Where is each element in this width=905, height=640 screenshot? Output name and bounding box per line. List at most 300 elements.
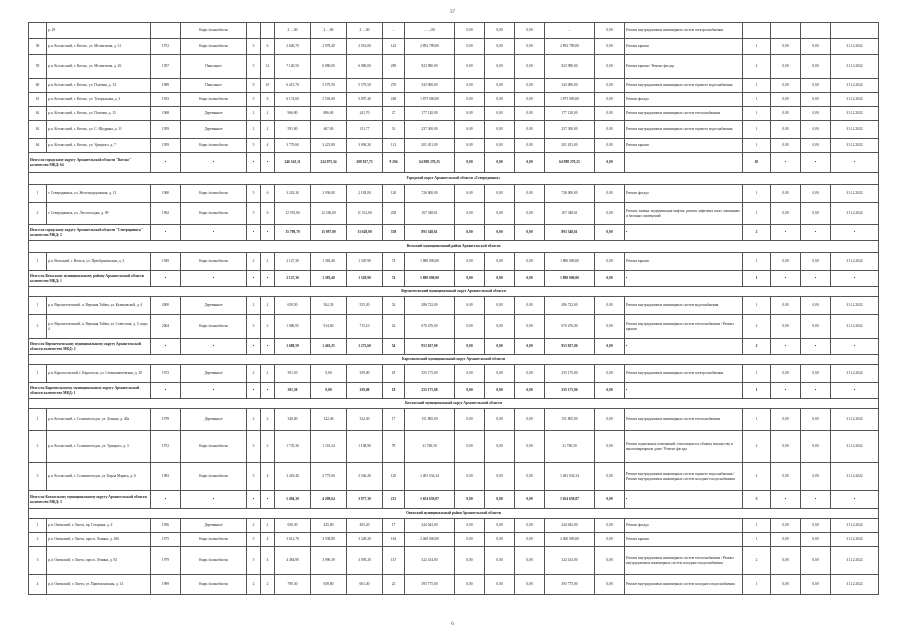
table-cell: 0,00 bbox=[801, 315, 831, 339]
table-cell: Панельное bbox=[181, 79, 247, 93]
table-cell: 1 bbox=[743, 203, 771, 225]
table-cell: 2 bbox=[247, 107, 261, 121]
table-cell: 1989 bbox=[151, 575, 181, 595]
table-cell: Кирп./шлакоблочн bbox=[181, 39, 247, 55]
table-cell: Кирп./шлакоблочн bbox=[181, 533, 247, 547]
table-cell: 0,00 bbox=[485, 491, 515, 509]
table-cell: 0,00 bbox=[595, 431, 625, 463]
table-cell: 322,30 bbox=[347, 409, 383, 431]
table-cell: 15 798,70 bbox=[275, 225, 311, 241]
section-header-row bbox=[29, 355, 879, 365]
table-cell: Итого по Верхнетоемскому муниципальному округу Архангельской области количество МКД: 2 bbox=[29, 339, 151, 355]
table-cell: • bbox=[261, 491, 275, 509]
table-cell: 0,00 bbox=[801, 203, 831, 225]
table-cell: 0,00 bbox=[595, 93, 625, 107]
table-cell: 1 110,24 bbox=[311, 431, 347, 463]
table-cell: Кирп./шлакоблочн bbox=[181, 93, 247, 107]
table-cell: р.п. Верхнетоемский, п. Верхняя Тойма, ул. Советская, д. 5, корп. 4 bbox=[47, 315, 151, 339]
table-cell: 4 bbox=[261, 533, 275, 547]
table-cell: 0,00 bbox=[455, 297, 485, 315]
table-cell: 2004 bbox=[151, 315, 181, 339]
table-cell: 0,00 bbox=[485, 93, 515, 107]
table-cell: 151 865,00 bbox=[405, 409, 455, 431]
table-cell: ... bbox=[383, 23, 405, 39]
table-cell: 0,00 bbox=[515, 297, 545, 315]
table-cell: 2 bbox=[261, 297, 275, 315]
table-cell: Итого по Вельскому муниципальному району Архангельской области количество МКД: 1 bbox=[29, 271, 151, 287]
table-cell: 6 080,00 bbox=[311, 55, 347, 79]
table-cell: 0,00 bbox=[515, 253, 545, 271]
table-cell: р.п. Онежский, г. Онега, ул. Привокзальная, д. 14 bbox=[47, 575, 151, 595]
table-cell: 0,00 bbox=[485, 339, 515, 355]
table-cell: 58 bbox=[29, 39, 47, 55]
table-row bbox=[29, 519, 879, 533]
table-cell: 255 175,00 bbox=[405, 383, 455, 399]
table-cell: • bbox=[247, 271, 261, 287]
table-cell: 393 775,00 bbox=[405, 575, 455, 595]
table-cell: 1 bbox=[743, 107, 771, 121]
table-cell: 322,40 bbox=[311, 409, 347, 431]
table-cell: 0,00 bbox=[485, 315, 515, 339]
total-row bbox=[29, 153, 879, 173]
table-cell: 1 272,60 bbox=[347, 339, 383, 355]
table-cell: 5 bbox=[247, 93, 261, 107]
table-cell: 0,00 bbox=[515, 547, 545, 575]
table-cell: 1 bbox=[743, 79, 771, 93]
table-cell: 0,00 bbox=[515, 409, 545, 431]
table-cell: 147 bbox=[383, 547, 405, 575]
table-cell: Ремонт внутридомовых инженерных систем горячего водоснабжения bbox=[625, 121, 743, 139]
table-cell: р.п. Каргопольский, г. Каргополь, ул. Семыгиничевская, д. 20 bbox=[47, 365, 151, 383]
table-cell: 0,00 bbox=[771, 365, 801, 383]
page-footer-mark: 6 bbox=[451, 622, 454, 627]
table-cell: 0,00 bbox=[515, 519, 545, 533]
table-cell: 1 086,95 bbox=[275, 315, 311, 339]
table-cell: • bbox=[151, 491, 181, 509]
table-cell: 1 bbox=[29, 185, 47, 203]
table-cell: 18 bbox=[383, 383, 405, 399]
table-cell: Панельное bbox=[181, 55, 247, 79]
table-cell: 6 bbox=[261, 93, 275, 107]
table-cell: 591,00 bbox=[275, 121, 311, 139]
table-row bbox=[29, 185, 879, 203]
table-cell: 0,00 bbox=[595, 139, 625, 153]
table-cell: 5 579,50 bbox=[311, 79, 347, 93]
table-cell: 15 097,00 bbox=[311, 225, 347, 241]
table-cell: 1 880 000,00 bbox=[545, 253, 595, 271]
table-cell: 31.12.2022 bbox=[831, 431, 879, 463]
table-cell: 270 bbox=[383, 79, 405, 93]
table-cell: 2 bbox=[247, 121, 261, 139]
table-cell: 54 bbox=[383, 339, 405, 355]
table-cell: • bbox=[247, 491, 261, 509]
table-cell: 208 817,73 bbox=[347, 153, 383, 173]
table-cell: 1 875 000,00 bbox=[545, 93, 595, 107]
table-cell: 0,00 bbox=[771, 139, 801, 153]
table-cell: ... bbox=[545, 23, 595, 39]
table-cell: 1972 bbox=[151, 431, 181, 463]
table-cell: 0,00 bbox=[771, 253, 801, 271]
table-cell: 1957 bbox=[151, 55, 181, 79]
table-cell bbox=[771, 23, 801, 39]
table-cell: 0,00 bbox=[455, 491, 485, 509]
table-cell: 0,00 bbox=[801, 139, 831, 153]
table-cell: 2 bbox=[261, 121, 275, 139]
table-cell: • bbox=[181, 271, 247, 287]
table-cell: 1 875 000,00 bbox=[405, 93, 455, 107]
table-cell: 0,00 bbox=[485, 185, 515, 203]
table-cell: 120 bbox=[383, 463, 405, 491]
table-cell: 215 bbox=[383, 491, 405, 509]
table-cell: 1 bbox=[743, 271, 771, 287]
table-cell: 0,00 bbox=[801, 547, 831, 575]
table-cell: 391,50 bbox=[275, 365, 311, 383]
table-cell: 0,00 bbox=[771, 93, 801, 107]
table-cell: 0,00 bbox=[515, 271, 545, 287]
table-row bbox=[29, 431, 879, 463]
table-cell: 0,00 bbox=[455, 93, 485, 107]
table-cell: 0,00 bbox=[485, 225, 515, 241]
table-cell: 0,00 bbox=[455, 463, 485, 491]
table-row bbox=[29, 39, 879, 55]
table-cell: 17 bbox=[383, 519, 405, 533]
table-cell: 1975 bbox=[151, 533, 181, 547]
table-cell: 1 bbox=[29, 409, 47, 431]
table-cell: Ремонт крыши bbox=[625, 533, 743, 547]
table-cell: 0,00 bbox=[455, 547, 485, 575]
table-cell: 0,00 bbox=[485, 533, 515, 547]
capital-repair-register-table bbox=[28, 22, 879, 595]
table-cell: 0,00 bbox=[455, 253, 485, 271]
table-cell: р.п. Котласский, г. Котлас, ул. Урицкого, д. 7 bbox=[47, 139, 151, 153]
table-cell: 64 998 270,25 bbox=[545, 153, 595, 173]
total-row bbox=[29, 491, 879, 509]
table-cell: 0,00 bbox=[515, 225, 545, 241]
table-cell: 923 980,00 bbox=[545, 55, 595, 79]
table-cell: 177 120,00 bbox=[545, 107, 595, 121]
table-cell: 1 bbox=[743, 365, 771, 383]
table-cell: Кирп./шлакоблочн bbox=[181, 203, 247, 225]
table-cell: 0,00 bbox=[595, 365, 625, 383]
table-cell: 5 097,40 bbox=[347, 93, 383, 107]
table-cell: 2 127,30 bbox=[275, 253, 311, 271]
table-row bbox=[29, 547, 879, 575]
table-cell: 0,00 bbox=[485, 431, 515, 463]
table-row bbox=[29, 121, 879, 139]
table-cell: • bbox=[771, 153, 801, 173]
table-cell: 244 043,00 bbox=[405, 519, 455, 533]
table-cell: • bbox=[801, 491, 831, 509]
table-cell: г. Северодвинск, ул. Железнодорожная, д. 13 bbox=[47, 185, 151, 203]
table-cell: 2 460 000,00 bbox=[545, 533, 595, 547]
table-cell bbox=[625, 153, 743, 173]
table-cell: 255 175,00 bbox=[545, 365, 595, 383]
table-cell: • bbox=[831, 225, 879, 241]
table-cell: 2 775,00 bbox=[311, 463, 347, 491]
table-cell: Кирп./шлакоблочн bbox=[181, 315, 247, 339]
table-cell: 5 579,50 bbox=[347, 79, 383, 93]
table-cell: 2 bbox=[743, 55, 771, 79]
table-cell: 6 080,00 bbox=[347, 55, 383, 79]
table-cell: 1962 bbox=[151, 203, 181, 225]
table-row bbox=[29, 23, 879, 39]
table-cell: 0,00 bbox=[801, 121, 831, 139]
table-cell: 31.12.2022 bbox=[831, 203, 879, 225]
table-cell: 893 348,61 bbox=[405, 225, 455, 241]
table-cell: 22 bbox=[383, 575, 405, 595]
table-cell: 1 bbox=[743, 93, 771, 107]
table-cell: ... ...,00 bbox=[405, 23, 455, 39]
table-cell: 7 140,50 bbox=[275, 55, 311, 79]
table-cell: • bbox=[261, 153, 275, 173]
table-cell: 0,00 bbox=[455, 121, 485, 139]
table-cell: 5 494,39 bbox=[275, 491, 311, 509]
table-cell: Ремонт крыши / Ремонт фасада bbox=[625, 55, 743, 79]
total-row bbox=[29, 271, 879, 287]
table-cell: 0,00 bbox=[595, 575, 625, 595]
table-cell: 0,00 bbox=[455, 431, 485, 463]
table-cell: 650,30 bbox=[275, 519, 311, 533]
table-cell: • bbox=[801, 153, 831, 173]
table-cell: • bbox=[151, 271, 181, 287]
table-cell: 0,00 bbox=[801, 365, 831, 383]
table-cell: 0,00 bbox=[455, 519, 485, 533]
table-cell: 31.12.2022 bbox=[831, 55, 879, 79]
table-cell: р.п. Онежский, г. Онега, просп. Ленина, д. 92 bbox=[47, 547, 151, 575]
table-cell: 5 503,60 bbox=[311, 93, 347, 107]
table-cell: Кирп./шлакоблочн bbox=[181, 575, 247, 595]
table-cell: 1959 bbox=[151, 121, 181, 139]
table-cell: Ремонт, замена, модернизация лифтов, ремонт лифтовых шахт, машинных и блочных помещений bbox=[625, 203, 743, 225]
table-cell: 2 bbox=[743, 225, 771, 241]
table-cell: 0,00 bbox=[771, 107, 801, 121]
table-cell: 2 bbox=[261, 431, 275, 463]
table-cell: 0,00 bbox=[485, 107, 515, 121]
table-cell: Ремонт крыши bbox=[625, 139, 743, 153]
table-cell: 4 484,80 bbox=[275, 547, 311, 575]
table-cell: 1968 bbox=[151, 107, 181, 121]
table-cell: 1 880 000,00 bbox=[545, 271, 595, 287]
table-cell: 4 bbox=[261, 547, 275, 575]
table-cell: 1 bbox=[743, 575, 771, 595]
table-cell: 2 bbox=[247, 253, 261, 271]
table-cell: 3 bbox=[247, 39, 261, 55]
table-cell: Деревянное bbox=[181, 519, 247, 533]
table-row bbox=[29, 365, 879, 383]
table-cell: 0,00 bbox=[515, 315, 545, 339]
table-cell: Кирп./шлакоблочн bbox=[181, 463, 247, 491]
table-cell: 60 bbox=[29, 79, 47, 93]
table-cell: 17 bbox=[383, 409, 405, 431]
table-cell: • bbox=[831, 153, 879, 173]
table-cell: 661,40 bbox=[347, 575, 383, 595]
table-cell: 1978 bbox=[151, 409, 181, 431]
table-cell: 5 bbox=[247, 533, 261, 547]
table-cell: 0,00 bbox=[515, 383, 545, 399]
table-cell: 31.12.2022 bbox=[831, 39, 879, 55]
table-cell: 0,00 bbox=[771, 203, 801, 225]
table-cell: Ремонт внутридомовых инженерных систем теплоснабжения / Ремонт внутридомовых инженерных систем холодного водоснабжения bbox=[625, 547, 743, 575]
table-cell: • bbox=[247, 225, 261, 241]
table-cell: р.п. Котласский, г. Котлас, ул. Полевая, д. 15 bbox=[47, 107, 151, 121]
table-cell: 1 654 659,87 bbox=[545, 491, 595, 509]
table-cell: Ремонт внутридомовых инженерных систем водоснабжения bbox=[625, 297, 743, 315]
table-cell: 2 bbox=[261, 519, 275, 533]
table-cell: 2 bbox=[29, 431, 47, 463]
section-header-row bbox=[29, 509, 879, 519]
table-cell: Кирп./шлакоблочн bbox=[181, 547, 247, 575]
table-cell: 340,00 bbox=[275, 409, 311, 431]
section-title: Вельский муниципальный район Архангельской области bbox=[29, 241, 879, 253]
table-cell: 59 bbox=[29, 55, 47, 79]
table-cell: 2000 bbox=[151, 297, 181, 315]
table-cell: • bbox=[181, 491, 247, 509]
table-cell: 0,00 bbox=[455, 409, 485, 431]
section-title: Котласский муниципальный округ Архангельской области bbox=[29, 399, 879, 409]
table-cell: р.п. Котласский, г. Сольвычегодск, ул. Ленина, д. 40а bbox=[47, 409, 151, 431]
table-cell bbox=[261, 23, 275, 39]
table-cell: 2 892 789,00 bbox=[405, 39, 455, 55]
table-cell: 3 095,20 bbox=[347, 547, 383, 575]
table-cell: 167 348,61 bbox=[405, 203, 455, 225]
table-cell: • bbox=[801, 271, 831, 287]
table-cell: 2 bbox=[261, 107, 275, 121]
section-header-row bbox=[29, 287, 879, 297]
table-cell: 1 735,30 bbox=[275, 431, 311, 463]
section-title: Онежский муниципальный район Архангельской области bbox=[29, 509, 879, 519]
table-cell: 289 bbox=[383, 55, 405, 79]
table-cell: 0,00 bbox=[485, 55, 515, 79]
table-cell: 0,00 bbox=[515, 533, 545, 547]
table-cell: 0,00 bbox=[515, 79, 545, 93]
table-cell: 0,00 bbox=[485, 409, 515, 431]
table-cell: 18 bbox=[383, 365, 405, 383]
table-cell: • bbox=[771, 225, 801, 241]
table-cell: • bbox=[771, 271, 801, 287]
table-cell: 0,00 bbox=[771, 121, 801, 139]
table-cell: 0,00 bbox=[515, 431, 545, 463]
table-cell: 248 bbox=[383, 93, 405, 107]
table-cell: 64 998 270,25 bbox=[405, 153, 455, 173]
table-cell: 5 bbox=[743, 491, 771, 509]
table-cell: 1 bbox=[743, 139, 771, 153]
table-cell: 322 414,00 bbox=[405, 547, 455, 575]
table-cell: • bbox=[831, 491, 879, 509]
table-cell: • bbox=[151, 383, 181, 399]
table-cell: 0,00 bbox=[595, 153, 625, 173]
table-cell: 790,30 bbox=[275, 575, 311, 595]
table-cell: 286 722,00 bbox=[545, 297, 595, 315]
table-cell: 1972 bbox=[151, 39, 181, 55]
table-cell: Деревянное bbox=[181, 409, 247, 431]
table-cell: 1 880 000,00 bbox=[405, 253, 455, 271]
total-row bbox=[29, 339, 879, 355]
table-cell: 142 bbox=[383, 39, 405, 55]
table-cell: 9 294 bbox=[383, 153, 405, 173]
table-cell: 1972 bbox=[151, 365, 181, 383]
table-cell: 0,00 bbox=[801, 463, 831, 491]
table-cell: 0,00 bbox=[771, 431, 801, 463]
table-cell: 32 bbox=[383, 297, 405, 315]
table-cell: 61 bbox=[29, 93, 47, 107]
table-cell: 0,00 bbox=[455, 139, 485, 153]
table-cell: 391,50 bbox=[275, 383, 311, 399]
table-cell: Ремонт подвальных помещений, относящихся к общему имуществу в многоквартирном доме / Ремонт фасада bbox=[625, 431, 743, 463]
table-cell: 5 bbox=[247, 547, 261, 575]
table-cell: 12 166,00 bbox=[311, 203, 347, 225]
table-cell: 1956 bbox=[151, 519, 181, 533]
table-cell: • bbox=[801, 225, 831, 241]
table-cell: 1 bbox=[743, 383, 771, 399]
table-cell: 886,00 bbox=[311, 107, 347, 121]
table-cell: Ремонт крыши bbox=[625, 39, 743, 55]
table-cell: 31.12.2022 bbox=[831, 185, 879, 203]
table-cell: 2 ...,00 bbox=[347, 23, 383, 39]
table-cell: 0,00 bbox=[595, 383, 625, 399]
table-row bbox=[29, 55, 879, 79]
table-cell: 3 bbox=[29, 463, 47, 491]
table-cell: • bbox=[625, 383, 743, 399]
table-cell: 0,00 bbox=[515, 55, 545, 79]
table-cell: 2 bbox=[261, 365, 275, 383]
table-cell: 3 770,60 bbox=[275, 139, 311, 153]
table-cell: 562,30 bbox=[311, 297, 347, 315]
table-cell: 0,00 bbox=[771, 315, 801, 339]
table-cell: Кирп./шлакоблочн bbox=[181, 253, 247, 271]
table-cell: 3 bbox=[247, 431, 261, 463]
section-header-row bbox=[29, 241, 879, 253]
table-cell: 1 329,90 bbox=[347, 271, 383, 287]
table-cell: р.п. Котласский, г. Котлас, ул. С.-Щедрина, д. 11 bbox=[47, 121, 151, 139]
table-cell: Итого по Каргопольскому муниципальному округу Архангельской области количество МКД: 1 bbox=[29, 383, 151, 399]
table-cell: 4 208,64 bbox=[311, 491, 347, 509]
table-cell: 0,00 bbox=[455, 533, 485, 547]
table-cell: 1959 bbox=[151, 139, 181, 153]
table-cell: 3 094,30 bbox=[347, 139, 383, 153]
table-cell: 255 175,00 bbox=[405, 365, 455, 383]
table-cell: 0,00 bbox=[485, 253, 515, 271]
page-number: 37 bbox=[450, 10, 455, 15]
table-cell: 2 bbox=[247, 575, 261, 595]
table-cell: 31.12.2022 bbox=[831, 315, 879, 339]
table-cell: 0,00 bbox=[801, 575, 831, 595]
table-cell: 2 078,40 bbox=[311, 39, 347, 55]
table-cell: 2 016,00 bbox=[347, 39, 383, 55]
table-cell: 31.12.2022 bbox=[831, 297, 879, 315]
table-row bbox=[29, 533, 879, 547]
table-cell: Ремонт внутридомовых инженерных систем электроснабжения bbox=[625, 23, 743, 39]
table-cell: р.п. Котласский, г. Котлас, ул. Мелентьева, д. 31 bbox=[47, 39, 151, 55]
table-cell: 0,00 bbox=[595, 203, 625, 225]
table-cell: • bbox=[625, 491, 743, 509]
table-cell: 6 bbox=[261, 39, 275, 55]
table-cell: 0,00 bbox=[485, 79, 515, 93]
table-cell: 1 bbox=[743, 39, 771, 55]
table-cell: 5 bbox=[247, 463, 261, 491]
table-cell: Деревянное bbox=[181, 365, 247, 383]
table-cell: 3 418,40 bbox=[275, 463, 311, 491]
table-cell: Ремонт внутридомовых инженерных систем теплоснабжения bbox=[625, 409, 743, 431]
table-row bbox=[29, 575, 879, 595]
table-cell: 0,00 bbox=[311, 383, 347, 399]
table-cell: 31.12.2022 bbox=[831, 519, 879, 533]
table-cell: • bbox=[831, 383, 879, 399]
table-cell: 0,00 bbox=[455, 55, 485, 79]
table-cell: Ремонт крыши bbox=[625, 253, 743, 271]
table-cell: 21 760,50 bbox=[545, 431, 595, 463]
table-cell: 237 300,00 bbox=[545, 121, 595, 139]
table-cell: 64 bbox=[29, 139, 47, 153]
